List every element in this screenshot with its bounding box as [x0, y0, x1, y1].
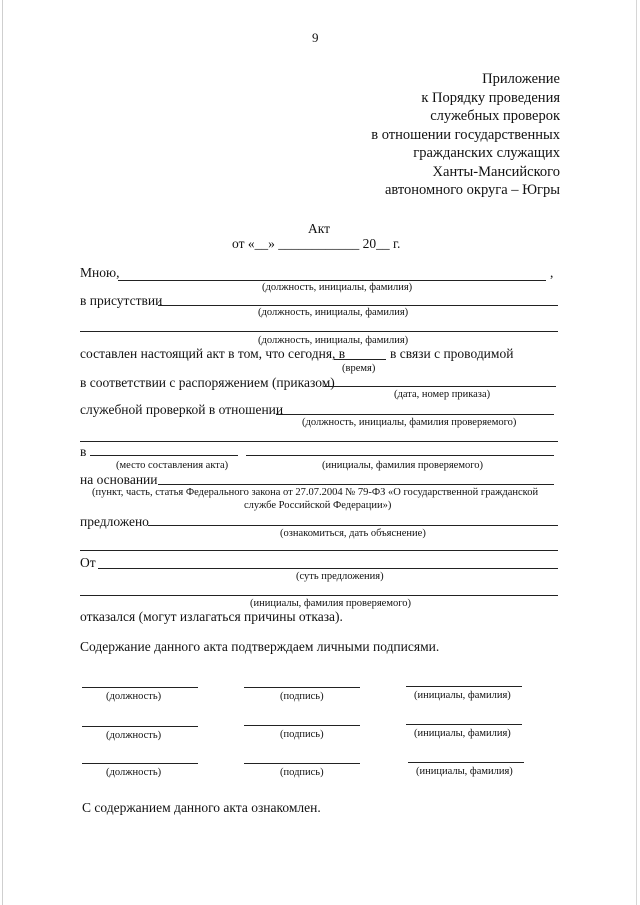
fill-line [80, 331, 558, 332]
fill-line [276, 414, 554, 415]
fill-line [158, 305, 558, 306]
signature-line-name [406, 724, 522, 725]
fill-line [80, 441, 558, 442]
fill-line [80, 595, 558, 596]
page-number: 9 [312, 30, 319, 45]
in-presence-label: в присутствии [80, 293, 163, 308]
in-label: в [80, 444, 87, 459]
caption-name: (инициалы, фамилия) [414, 728, 511, 739]
caption-signature: (подпись) [280, 691, 324, 702]
from-label: От [80, 555, 96, 570]
signature-line-signature [244, 725, 360, 726]
signature-line-position [82, 763, 198, 764]
signature-line-name [408, 762, 524, 763]
fill-line [148, 525, 558, 526]
signature-line-name [406, 686, 522, 687]
offered-label: предложено [80, 514, 149, 529]
caption-position: (должность) [106, 767, 162, 778]
signature-line-position [82, 726, 198, 727]
refused-text: отказался (могут излагаться причины отказа). [80, 609, 343, 624]
appendix-line: гражданских служащих [413, 145, 560, 161]
caption-signature: (подпись) [280, 729, 324, 740]
fill-line-place [90, 455, 238, 456]
caption-time: (время) [342, 363, 376, 374]
fill-line-time [334, 359, 386, 360]
signature-line-signature [244, 687, 360, 688]
fill-line [98, 568, 558, 569]
fill-line [324, 386, 556, 387]
signature-line-signature [244, 763, 360, 764]
caption-name: (инициалы, фамилия) [414, 690, 511, 701]
appendix-line: к Порядку проведения [421, 89, 560, 106]
appendix-line: в отношении государственных [371, 126, 560, 143]
appendix-line: Ханты-Мансийского [432, 163, 560, 180]
fill-line [158, 484, 554, 485]
act-title: Акт [308, 221, 331, 236]
scan-edge-right [636, 0, 637, 905]
basis-label: на основании [80, 472, 158, 487]
caption-inspected-name: (инициалы, фамилия проверяемого) [250, 598, 412, 609]
caption-law-2: службе Российской Федерации») [244, 500, 392, 511]
caption-law-1: (пункт, часть, статья Федерального закона от 27.07.2004 № 79-ФЗ «О государственной гражданской [92, 487, 539, 498]
caption-position: (должность) [106, 691, 162, 702]
by-me-label: Мною, [80, 265, 120, 280]
caption-order: (дата, номер приказа) [394, 389, 491, 400]
scan-edge-left [2, 0, 3, 905]
caption-position: (должность, инициалы, фамилия) [262, 282, 413, 293]
appendix-line: Приложение [482, 71, 560, 87]
caption-signature: (подпись) [280, 767, 324, 778]
confirm-text: Содержание данного акта подтверждаем личными подписями. [80, 639, 440, 654]
per-order-label: в соответствии с распоряжением (приказом) [80, 375, 335, 390]
caption-offer: (ознакомиться, дать объяснение) [280, 528, 426, 539]
fill-line-name [246, 455, 554, 456]
caption-name: (инициалы, фамилия) [416, 766, 513, 777]
caption-position: (должность) [106, 730, 162, 741]
compiled-text-2: в связи с проводимой [390, 346, 514, 361]
caption-position: (должность, инициалы, фамилия) [258, 307, 409, 318]
inspection-label: служебной проверкой в отношении [80, 402, 284, 417]
caption-inspected-name: (инициалы, фамилия проверяемого) [322, 460, 484, 471]
signature-line-position [82, 687, 198, 688]
caption-place: (место составления акта) [116, 460, 229, 471]
compiled-text: составлен настоящий акт в том, что сегодня, в [80, 346, 346, 361]
appendix-block [371, 70, 560, 200]
caption-essence: (суть предложения) [296, 571, 384, 582]
caption-position: (должность, инициалы, фамилия) [258, 335, 409, 346]
fill-line [80, 550, 558, 551]
appendix-line: автономного округа – Югры [384, 182, 560, 198]
act-date-line: от «__» ____________ 20__ г. [232, 236, 401, 251]
fill-line [118, 280, 546, 281]
comma: , [550, 265, 554, 280]
caption-inspected: (должность, инициалы, фамилия проверяемого) [302, 417, 517, 428]
acquainted-text: С содержанием данного акта ознакомлен. [82, 800, 321, 815]
appendix-line: служебных проверок [430, 108, 560, 124]
